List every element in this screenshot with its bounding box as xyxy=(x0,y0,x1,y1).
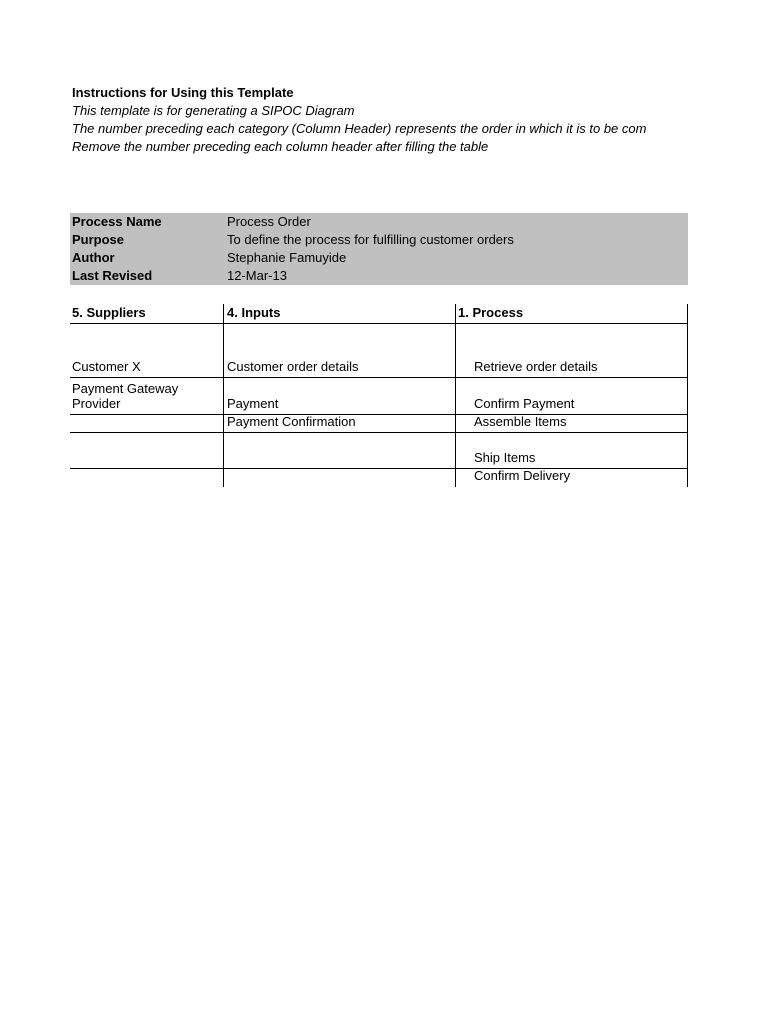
instruction-line: Remove the number preceding each column header after filling the table xyxy=(72,139,489,154)
purpose-value: To define the process for fulfilling customer orders xyxy=(227,232,514,247)
purpose-label: Purpose xyxy=(72,232,125,247)
process-info-table xyxy=(70,213,688,285)
author-value: Stephanie Famuyide xyxy=(227,250,347,265)
row-divider xyxy=(70,432,688,433)
process-header: 1. Process xyxy=(458,305,524,320)
row-divider xyxy=(70,468,688,469)
supplier-cell: Provider xyxy=(72,396,121,411)
supplier-cell: Payment Gateway xyxy=(72,381,179,396)
instruction-line: This template is for generating a SIPOC Diagram xyxy=(72,103,355,118)
sipoc-table xyxy=(70,304,688,487)
process-step-cell: Ship Items xyxy=(474,450,536,465)
process-name-label: Process Name xyxy=(72,214,162,229)
process-step-cell: Assemble Items xyxy=(474,414,567,429)
process-step-cell: Retrieve order details xyxy=(474,359,598,374)
last-revised-row xyxy=(70,267,688,285)
author-label: Author xyxy=(72,250,115,265)
last-revised-label: Last Revised xyxy=(72,268,153,283)
process-name-value: Process Order xyxy=(227,214,311,229)
instructions-title: Instructions for Using this Template xyxy=(72,85,294,100)
inputs-header: 4. Inputs xyxy=(227,305,281,320)
column-divider xyxy=(455,304,456,487)
column-divider xyxy=(223,304,224,487)
last-revised-value: 12-Mar-13 xyxy=(227,268,287,283)
supplier-cell: Customer X xyxy=(72,359,141,374)
input-cell: Payment xyxy=(227,396,279,411)
process-name-row xyxy=(70,213,688,231)
author-row xyxy=(70,249,688,267)
input-cell: Payment Confirmation xyxy=(227,414,356,429)
process-step-cell: Confirm Delivery xyxy=(474,468,571,483)
instruction-line: The number preceding each category (Column Header) represents the order in which it is to be com xyxy=(72,121,647,136)
process-step-cell: Confirm Payment xyxy=(474,396,575,411)
suppliers-header: 5. Suppliers xyxy=(72,305,146,320)
purpose-row xyxy=(70,231,688,249)
row-divider xyxy=(70,377,688,378)
input-cell: Customer order details xyxy=(227,359,359,374)
instructions-block xyxy=(72,84,688,156)
column-divider xyxy=(687,304,688,487)
row-divider xyxy=(70,414,688,415)
row-divider xyxy=(70,323,688,324)
